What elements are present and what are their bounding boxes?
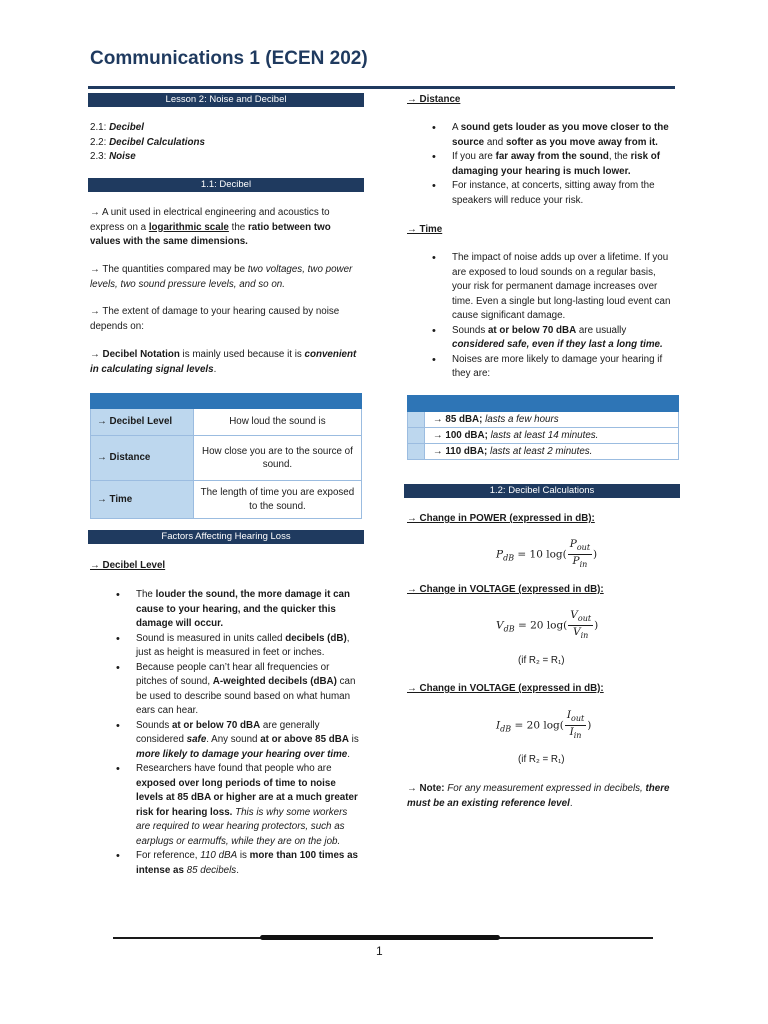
table-row	[91, 409, 362, 436]
toc-item: 2.2: Decibel Calculations	[90, 136, 205, 148]
current-formula: $I_{dB} = 20$ log( $\frac{I_{out}}{I_{in}}$ )	[496, 709, 592, 741]
resistance-condition: (if R₂ = R₁)	[518, 655, 565, 666]
list-item: • Sounds at or below 70 dBA are generally considered safe. Any sound at or above 85 dBA is more likely to damage your hearing over time.	[136, 719, 362, 763]
decibel-level-heading: → Decibel Level	[90, 560, 166, 571]
toc-item: 2.1: Decibel	[90, 122, 144, 133]
list-item: • Researchers have found that people who are exposed over long periods of time to noise levels at 85 dBA or higher are at a much greater risk for hearing loss. This is why some workers are required to wear hearing protectors, such as earplugs or earmuffs, while they are on the job.	[136, 762, 362, 849]
table-cell-value: → 85 dBA; lasts a few hours	[424, 412, 678, 428]
list-item: • The louder the sound, the more damage it can cause to your hearing, and the quicker this damage will occur.	[136, 588, 362, 632]
table-cell-label: → Distance	[91, 436, 194, 481]
decibel-level-list	[136, 588, 362, 878]
footer-rule-accent	[260, 935, 500, 940]
page-number: 1	[376, 944, 383, 958]
table-row	[408, 412, 679, 428]
calculations-bar: 1.2: Decibel Calculations	[404, 484, 680, 498]
list-item: • If you are far away from the sound, the risk of damaging your hearing is much lower.	[452, 150, 677, 179]
list-item: • Sounds at or below 70 dBA are usually considered safe, even if they last a long time.	[452, 324, 677, 353]
list-item: • For instance, at concerts, sitting away from the speakers will reduce your risk.	[452, 179, 677, 208]
distance-list	[452, 121, 677, 208]
time-list	[452, 251, 677, 382]
voltage-heading: → Change in VOLTAGE (expressed in dB):	[407, 584, 604, 595]
table-cell-value: How loud the sound is	[193, 409, 361, 436]
current-heading: → Change in VOLTAGE (expressed in dB):	[407, 683, 604, 694]
table-row	[408, 444, 679, 460]
resistance-condition: (if R₂ = R₁)	[518, 754, 565, 765]
table-cell-value: → 110 dBA; lasts at least 2 minutes.	[424, 444, 678, 460]
table-cell-value: How close you are to the source of sound.	[193, 436, 361, 481]
list-item: • The impact of noise adds up over a lifetime. If you are exposed to loud sounds on a regular basis, your risk for permanent damage increases over time. Even a single but long-lasting loud event can cause significant damage.	[452, 251, 677, 324]
table-cell-marker	[408, 412, 425, 428]
factors-bar: Factors Affecting Hearing Loss	[88, 530, 364, 544]
list-item: • For reference, 110 dBA is more than 100 times as intense as 85 decibels.	[136, 849, 362, 878]
table-row	[91, 481, 362, 519]
table-cell-marker	[408, 428, 425, 444]
time-heading: → Time	[407, 224, 443, 235]
paragraph-quantities: → The quantities compared may be two voltages, two power levels, two sound pressure levels, and so on.	[90, 264, 353, 290]
list-item: • Sound is measured in units called decibels (dB), just as height is measured in feet or inches.	[136, 632, 362, 661]
table-cell-label: → Decibel Level	[91, 409, 194, 436]
distance-heading: → Distance	[407, 94, 461, 105]
paragraph-notation: → Decibel Notation is mainly used because it is convenient in calculating signal levels.	[90, 349, 357, 375]
list-item: • A sound gets louder as you move closer to the source and softer as you move away from it.	[452, 121, 677, 150]
table-row	[91, 436, 362, 481]
voltage-formula: $V_{dB} = 20$ log( $\frac{V_{out}}{V_{in}}$ )	[496, 609, 599, 641]
table-cell-value: → 100 dBA; lasts at least 14 minutes.	[424, 428, 678, 444]
table-cell-value: The length of time you are exposed to the sound.	[193, 481, 361, 519]
power-heading: → Change in POWER (expressed in dB):	[407, 513, 595, 524]
table-cell-marker	[408, 444, 425, 460]
table-cell-label: → Time	[91, 481, 194, 519]
lesson-bar: Lesson 2: Noise and Decibel	[88, 93, 364, 107]
time-exposure-table	[407, 395, 679, 460]
note-paragraph: → Note: For any measurement expressed in decibels, there must be an existing reference level.	[407, 783, 670, 809]
toc	[90, 121, 370, 165]
table-header-row	[408, 396, 679, 412]
table-header-row	[91, 394, 362, 409]
power-formula: $P_{dB} = 10$ log( $\frac{P_{out}}{P_{in}}$ )	[496, 538, 598, 570]
title-rule	[88, 86, 675, 89]
table-row	[408, 428, 679, 444]
list-item: • Noises are more likely to damage your hearing if they are:	[452, 353, 677, 382]
page-title: Communications 1 (ECEN 202)	[90, 48, 368, 69]
paragraph-definition: → A unit used in electrical engineering and acoustics to express on a logarithmic scale the ratio between two values with the same dimensions.	[90, 207, 331, 247]
toc-item: 2.3: Noise	[90, 151, 136, 162]
decibel-section-bar: 1.1: Decibel	[88, 178, 364, 192]
list-item: • Because people can’t hear all frequencies or pitches of sound, A-weighted decibels (dBA) can be used to describe sound based on what human ears can hear.	[136, 661, 362, 719]
paragraph-extent: → The extent of damage to your hearing caused by noise depends on:	[90, 306, 340, 332]
hearing-factors-table	[90, 393, 362, 519]
